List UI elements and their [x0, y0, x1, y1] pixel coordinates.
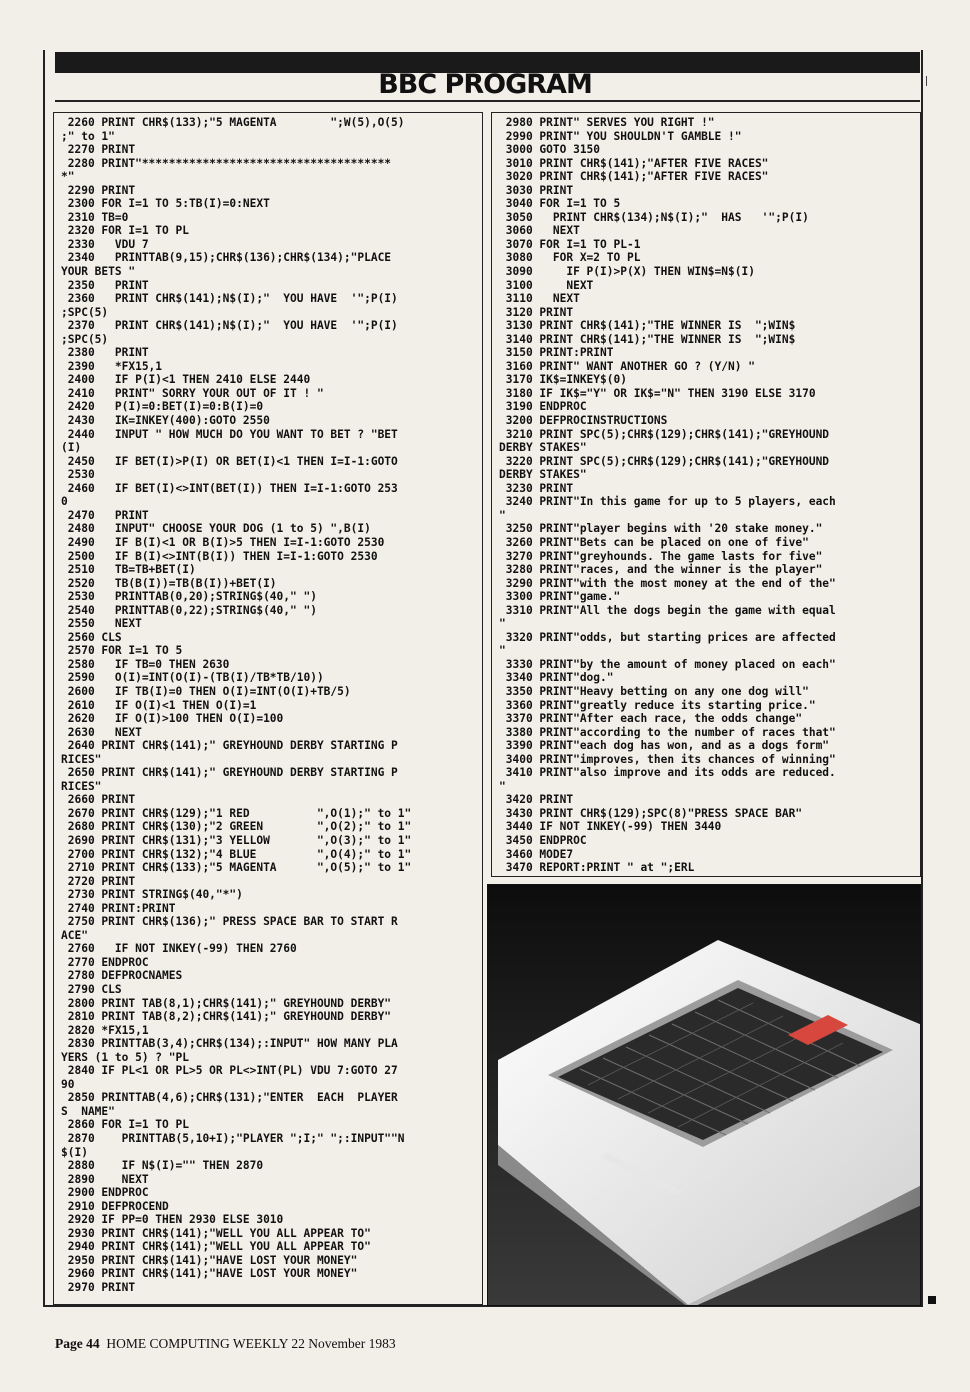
code-line: 3160 PRINT" WANT ANOTHER GO ? (Y/N) ": [499, 359, 755, 373]
code-line: 2340 PRINTTAB(9,15);CHR$(136);CHR$(134);"PLACE: [61, 251, 392, 265]
code-line: 3170 IK$=INKEY$(0): [499, 373, 627, 387]
code-line: 2440 INPUT " HOW MUCH DO YOU WANT TO BET ? "BET: [61, 427, 398, 441]
code-line: 2530 PRINTTAB(0,20);STRING$(40," "): [61, 590, 317, 604]
code-line: 2840 IF PL<1 OR PL>5 OR PL<>INT(PL) VDU 7:GOTO 27: [61, 1064, 398, 1078]
code-line: 2750 PRINT CHR$(136);" PRESS SPACE BAR TO START R: [61, 915, 398, 929]
code-line: 3000 GOTO 3150: [499, 143, 601, 157]
code-line: 2470 PRINT: [61, 508, 149, 522]
code-line: 3120 PRINT: [499, 305, 574, 319]
page-frame-left: [43, 50, 45, 1306]
code-line: 3130 PRINT CHR$(141);"THE WINNER IS ";WIN$: [499, 319, 796, 333]
code-line: 2820 *FX15,1: [61, 1023, 149, 1037]
publication-line: HOME COMPUTING WEEKLY 22 November 1983: [106, 1336, 396, 1351]
code-line: 2800 PRINT TAB(8,1);CHR$(141);" GREYHOUND DERBY": [61, 996, 392, 1010]
code-line: DERBY STAKES": [499, 441, 587, 455]
code-line: ": [499, 644, 506, 658]
code-line: 3430 PRINT CHR$(129);SPC(8)"PRESS SPACE BAR": [499, 806, 803, 820]
code-line: 2970 PRINT: [61, 1281, 136, 1295]
end-mark: [928, 1296, 936, 1304]
code-line: 2520 TB(B(I))=TB(B(I))+BET(I): [61, 576, 277, 590]
page-footer: [55, 1336, 396, 1352]
code-line: 3190 ENDPROC: [499, 400, 587, 414]
code-line: 3300 PRINT"game.": [499, 590, 621, 604]
code-line: 3010 PRINT CHR$(141);"AFTER FIVE RACES": [499, 156, 769, 170]
code-line: 2500 IF B(I)<>INT(B(I)) THEN I=I-1:GOTO 2530: [61, 549, 378, 563]
code-line: 2890 NEXT: [61, 1172, 149, 1186]
code-line: 2660 PRINT: [61, 793, 136, 807]
code-line: 3180 IF IK$="Y" OR IK$="N" THEN 3190 ELSE 3170: [499, 386, 816, 400]
code-line: DERBY STAKES": [499, 468, 587, 482]
code-line: 2600 IF TB(I)=0 THEN O(I)=INT(O(I)+TB/5): [61, 684, 351, 698]
code-line: 2490 IF B(I)<1 OR B(I)>5 THEN I=I-1:GOTO 2530: [61, 535, 385, 549]
code-line: 2830 PRINTTAB(3,4);CHR$(134);:INPUT" HOW MANY PLA: [61, 1037, 398, 1051]
code-line: 3410 PRINT"also improve and its odds are reduced.: [499, 766, 836, 780]
code-line: 2330 VDU 7: [61, 237, 149, 251]
code-line: 3280 PRINT"races, and the winner is the player": [499, 563, 823, 577]
code-line: 3440 IF NOT INKEY(-99) THEN 3440: [499, 820, 722, 834]
code-line: 2670 PRINT CHR$(129);"1 RED ",O(1);" to 1": [61, 806, 412, 820]
code-line: 2590 O(I)=INT(O(I)-(TB(I)/TB*TB/10)): [61, 671, 324, 685]
code-line: 2980 PRINT" SERVES YOU RIGHT !": [499, 116, 715, 129]
code-line: 3380 PRINT"according to the number of races that": [499, 725, 836, 739]
code-line: 2560 CLS: [61, 630, 122, 644]
code-line: 2910 DEFPROCEND: [61, 1199, 169, 1213]
code-line: 2480 INPUT" CHOOSE YOUR DOG (1 to 5) ",B(I): [61, 522, 371, 536]
code-line: 3250 PRINT"player begins with '20 stake money.": [499, 522, 823, 536]
code-line: 2580 IF TB=0 THEN 2630: [61, 657, 230, 671]
code-line: 2450 IF BET(I)>P(I) OR BET(I)<1 THEN I=I-1:GOTO: [61, 454, 398, 468]
code-line: 2880 IF N$(I)="" THEN 2870: [61, 1159, 264, 1173]
code-line: 3140 PRINT CHR$(141);"THE WINNER IS ";WIN$: [499, 332, 796, 346]
code-line: 2280 PRINT"*************************************: [61, 156, 392, 170]
code-line: 2990 PRINT" YOU SHOULDN'T GAMBLE !": [499, 129, 742, 143]
code-line: YOUR BETS ": [61, 265, 136, 279]
code-line: 3260 PRINT"Bets can be placed on one of five": [499, 535, 809, 549]
code-line: 2860 FOR I=1 TO PL: [61, 1118, 189, 1132]
code-line: 3340 PRINT"dog.": [499, 671, 614, 685]
code-line: 2540 PRINTTAB(0,22);STRING$(40," "): [61, 603, 317, 617]
code-line: 3370 PRINT"After each race, the odds change": [499, 712, 803, 726]
code-line: 2260 PRINT CHR$(133);"5 MAGENTA ";W(5),O(5): [61, 116, 405, 129]
code-line: 3090 IF P(I)>P(X) THEN WIN$=N$(I): [499, 265, 755, 279]
code-line: 2650 PRINT CHR$(141);" GREYHOUND DERBY STARTING P: [61, 766, 398, 780]
code-line: 3020 PRINT CHR$(141);"AFTER FIVE RACES": [499, 170, 769, 184]
code-line: 2960 PRINT CHR$(141);"HAVE LOST YOUR MONEY": [61, 1267, 358, 1281]
code-line: 3110 NEXT: [499, 292, 580, 306]
code-line: ": [499, 508, 506, 522]
code-line: 3450 ENDPROC: [499, 833, 587, 847]
code-line: 2390 *FX15,1: [61, 359, 163, 373]
code-line: 2810 PRINT TAB(8,2);CHR$(141);" GREYHOUND DERBY": [61, 1010, 392, 1024]
code-line: 2360 PRINT CHR$(141);N$(I);" YOU HAVE '";P(I): [61, 292, 398, 306]
code-line: 2710 PRINT CHR$(133);"5 MAGENTA ",O(5);" to 1": [61, 861, 412, 875]
code-line: ACE": [61, 928, 88, 942]
code-line: 2850 PRINTTAB(4,6);CHR$(131);"ENTER EACH PLAYER: [61, 1091, 398, 1105]
code-line: 3030 PRINT: [499, 183, 574, 197]
code-line: 3470 REPORT:PRINT " at ";ERL: [499, 861, 695, 875]
code-line: 2720 PRINT: [61, 874, 136, 888]
code-line: 2790 CLS: [61, 983, 122, 996]
code-line: 2410 PRINT" SORRY YOUR OUT OF IT ! ": [61, 386, 324, 400]
code-line: 2930 PRINT CHR$(141);"WELL YOU ALL APPEAR TO": [61, 1226, 371, 1240]
code-line: ;SPC(5): [61, 332, 109, 346]
code-line: 3420 PRINT: [499, 793, 574, 807]
code-line: 2350 PRINT: [61, 278, 149, 292]
code-line: 3100 NEXT: [499, 278, 594, 292]
code-line: 2940 PRINT CHR$(141);"WELL YOU ALL APPEAR TO": [61, 1240, 371, 1254]
code-line: 3270 PRINT"greyhounds. The game lasts for five": [499, 549, 823, 563]
header-rule: [55, 100, 920, 102]
code-line: 3240 PRINT"In this game for up to 5 players, each: [499, 495, 836, 509]
code-line: 2310 TB=0: [61, 210, 129, 224]
code-line: 3060 NEXT: [499, 224, 580, 238]
page-number: Page 44: [55, 1336, 100, 1351]
code-line: 2780 DEFPROCNAMES: [61, 969, 183, 983]
section-title: BBC PROGRAM: [378, 69, 592, 100]
code-line: 3460 MODE7: [499, 847, 574, 861]
code-line: 2640 PRINT CHR$(141);" GREYHOUND DERBY STARTING P: [61, 739, 398, 753]
code-line: 2730 PRINT STRING$(40,"*"): [61, 888, 243, 902]
code-line: 3320 PRINT"odds, but starting prices are affected: [499, 630, 836, 644]
code-line: 2420 P(I)=0:BET(I)=0:B(I)=0: [61, 400, 264, 414]
code-line: ": [499, 617, 506, 631]
code-line: 3070 FOR I=1 TO PL-1: [499, 237, 641, 251]
code-line: 2300 FOR I=1 TO 5:TB(I)=0:NEXT: [61, 197, 270, 211]
code-line: 2680 PRINT CHR$(130);"2 GREEN ",O(2);" to 1": [61, 820, 412, 834]
code-line: 2920 IF PP=0 THEN 2930 ELSE 3010: [61, 1213, 284, 1227]
listing-column-left: [53, 112, 483, 1305]
code-line: 2760 IF NOT INKEY(-99) THEN 2760: [61, 942, 297, 956]
code-line: 3390 PRINT"each dog has won, and as a dogs form": [499, 739, 830, 753]
listing-column-right: [491, 112, 921, 877]
code-line: 2770 ENDPROC: [61, 955, 149, 969]
code-line: 2460 IF BET(I)<>INT(BET(I)) THEN I=I-1:GOTO 253: [61, 481, 398, 495]
code-line: 2630 NEXT: [61, 725, 142, 739]
code-line: 2290 PRINT: [61, 183, 136, 197]
code-line: 3220 PRINT SPC(5);CHR$(129);CHR$(141);"GREYHOUND: [499, 454, 830, 468]
code-line: 2870 PRINTTAB(5,10+I);"PLAYER ";I;" ";:INPUT""N: [61, 1132, 405, 1146]
code-line: 3400 PRINT"improves, then its chances of winning": [499, 752, 836, 766]
code-line: 2570 FOR I=1 TO 5: [61, 644, 183, 658]
code-line: ": [499, 779, 506, 793]
code-line: 90: [61, 1077, 75, 1091]
code-line: 3200 DEFPROCINSTRUCTIONS: [499, 414, 668, 428]
code-line: S NAME": [61, 1104, 115, 1118]
code-line: *": [61, 170, 75, 184]
code-line: 3330 PRINT"by the amount of money placed on each": [499, 657, 836, 671]
code-line: 2320 FOR I=1 TO PL: [61, 224, 189, 238]
code-line: 3360 PRINT"greatly reduce its starting price.": [499, 698, 816, 712]
code-line: 3290 PRINT"with the most money at the end of the": [499, 576, 836, 590]
code-line: 2370 PRINT CHR$(141);N$(I);" YOU HAVE '";P(I): [61, 319, 398, 333]
code-line: 2550 NEXT: [61, 617, 142, 631]
code-line: 3050 PRINT CHR$(134);N$(I);" HAS '";P(I): [499, 210, 809, 224]
code-line: 2740 PRINT:PRINT: [61, 901, 176, 915]
code-line: 2510 TB=TB+BET(I): [61, 563, 196, 577]
code-line: 0: [61, 495, 68, 509]
code-line: 2610 IF O(I)<1 THEN O(I)=1: [61, 698, 257, 712]
code-line: 2950 PRINT CHR$(141);"HAVE LOST YOUR MONEY": [61, 1253, 358, 1267]
code-line: 2620 IF O(I)>100 THEN O(I)=100: [61, 712, 284, 726]
code-line: 2270 PRINT: [61, 143, 136, 157]
code-line: 3080 FOR X=2 TO PL: [499, 251, 641, 265]
code-line: 3230 PRINT: [499, 481, 574, 495]
code-line: 3040 FOR I=1 TO 5: [499, 197, 621, 211]
code-line: 2900 ENDPROC: [61, 1186, 149, 1200]
code-line: 3310 PRINT"All the dogs begin the game with equal: [499, 603, 836, 617]
code-line: 3350 PRINT"Heavy betting on any one dog will": [499, 684, 809, 698]
page-frame-right: [921, 50, 923, 1307]
code-line: 2690 PRINT CHR$(131);"3 YELLOW ",O(3);" to 1": [61, 833, 412, 847]
code-line: 2530: [61, 468, 95, 482]
code-line: 2380 PRINT: [61, 346, 149, 360]
code-line: 2400 IF P(I)<1 THEN 2410 ELSE 2440: [61, 373, 311, 387]
code-line: 2430 IK=INKEY(400):GOTO 2550: [61, 414, 270, 428]
code-line: (I): [61, 441, 82, 455]
code-line: RICES": [61, 752, 102, 766]
code-line: ;SPC(5): [61, 305, 109, 319]
bbc-micro-photo: [487, 884, 921, 1306]
code-line: 3150 PRINT:PRINT: [499, 346, 614, 360]
code-line: RICES": [61, 779, 102, 793]
code-line: 2700 PRINT CHR$(132);"4 BLUE ",O(4);" to 1": [61, 847, 412, 861]
code-line: 3210 PRINT SPC(5);CHR$(129);CHR$(141);"GREYHOUND: [499, 427, 830, 441]
code-line: $(I): [61, 1145, 88, 1159]
code-line: YERS (1 to 5) ? "PL: [61, 1050, 189, 1064]
code-line: ;" to 1": [61, 129, 115, 143]
